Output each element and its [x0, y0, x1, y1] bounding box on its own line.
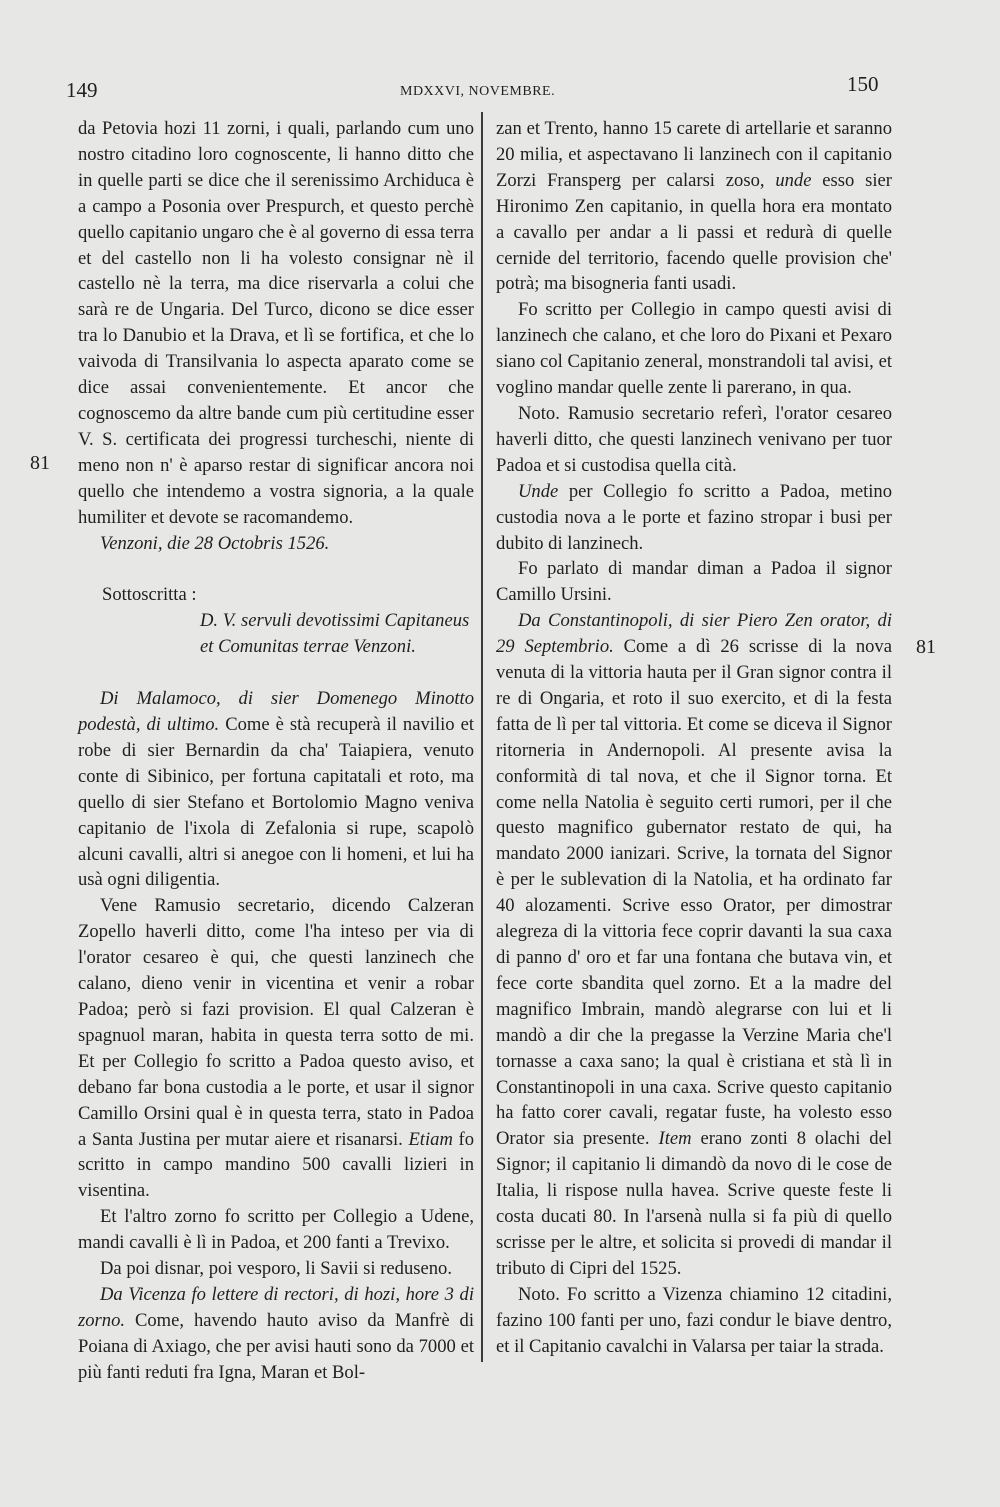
paragraph: Noto. Fo scritto a Vizenza chiamino 12 citadini, fazino 100 fanti per uno, fazi condur le biave dentro, et il Capitanio cavalchi in Valarsa per taiar la strada. — [496, 1283, 892, 1357]
italic-word: unde — [775, 169, 812, 191]
letter-heading: Da Vicenza fo lettere di rectori, di hozi, hore 3 di zorno. — [78, 1283, 474, 1331]
paragraph — [496, 116, 892, 297]
paragraph — [78, 686, 474, 893]
running-head: MDXXVI, NOVEMBRE. — [400, 84, 556, 99]
right-column — [496, 116, 892, 1360]
paragraph — [78, 1282, 474, 1386]
left-column — [78, 116, 474, 1386]
letter-heading: Di Malamoco, di sier Domenego Minotto podestà, di ultimo. — [78, 688, 474, 736]
paragraph — [496, 608, 892, 1282]
italic-word: Unde — [518, 480, 559, 502]
paragraph-text: zan et Trento, hanno 15 carete di artellarie et saranno 20 milia, et aspectavano li lanzinech con il capitanio Zorzi Fransperg per calarsi zoso, — [496, 118, 892, 191]
paragraph-text: fo scritto in campo mandino 500 cavalli lizieri in visentina. — [78, 1128, 474, 1202]
paragraph: da Petovia hozi 11 zorni, i quali, parlando cum uno nostro citadino loro cognoscente, li hanno ditto che in quelle parti se dice che il serenissimo Archiduca è a campo a Posonia over Prespurch, et questo perchè quello capitanio ungaro che è al governo di essa terra et del castello non li ha volesto consignar nè il castello nè la terra, ma dice riservarla a colui che sarà re de Ungaria. Del Turco, dicono se dice esser tra lo Danubio et la Drava, et lì se fortifica, et che lo vaivoda di Transilvania lo aspecta aparato come se dice assai convenientemente. Et ancor che cognoscemo da altre bande cum più certitudine esser V. S. certificata dei progressi turcheschi, niente di meno non n' è aparso restar di significar ancora noi quello che intendemo a vostra signoria, a la quale humiliter et devote se racomandemo. — [78, 118, 474, 528]
paragraph-text: Come a dì 26 scrisse di la nova venuta di la vittoria hauta per il Gran signor contra il re di Ongaria, et roto il suo exercito, et di la festa fatta de lì per tal vittoria. Et come se diceva il Signor ritorneria in Andernopoli. Al presente avisa la conformità di tal nova, et che il Signor torna. Et come nella Natolia è seguito certi rumori, per il che questo magnifico gubernator restato de qui, ha mandato 2000 ianizari. Scrive, la tornata del Signor è per le sublevation di la Natolia, et ha ordinato far 40 alozamenti. Scrive esso Orator, per dimostrar alegreza di la vittoria fece coprir davanti la sua caxa di panno d' oro et far una fontana che butava vin, et fece corte sbandita quel zorno. Et a la madre del magnifico Imbrain, mandò alegrarse con lui et li mandò a dir che la pregasse la Verzine Maria che'l tornasse a caxa sano; la qual è cristiana et stà lì in Constantinopoli in una caxa. Scrive questo capitanio ha fatto corer cavali, regatar fuste, ha volesto esso Orator sia presente. — [496, 636, 892, 1150]
paragraph-text: per Collegio fo scritto a Padoa, metino custodia nova a le porte et fazino stropar i busi per dubito di lanzinech. — [496, 480, 892, 554]
italic-word: Etiam — [408, 1128, 453, 1150]
margin-number-left: 81 — [30, 452, 50, 474]
paragraph: Et l'altro zorno fo scritto per Collegio a Udene, mandi cavalli è lì in Padoa, et 200 fanti a Trevixo. — [78, 1206, 474, 1254]
subscription-label: Sottoscritta : — [102, 584, 197, 606]
paragraph: Fo scritto per Collegio in campo questi avisi di lanzinech che calano, et che loro do Pixani et Pexaro siano col Capitanio zeneral, monstrandoli tal avisi, et voglino mandar quelle zente li parerano, in qua. — [496, 299, 892, 399]
paragraph-text: Vene Ramusio secretario, dicendo Calzeran Zopello haverli ditto, come l'ha inteso per via di l'orator cesareo è qui, che questi lanzinech che calano, dieno venir in vicentina et venir a robar Padoa; però si fazi provision. El qual Calzeran è spagnuol maran, habita in questa terra sotto de mi. Et per Collegio fo scritto a Padoa questo aviso, et debano far bona custodia a le porte, et usar il signor Camillo Orsini qual è in questa terra, stato in Padoa a Santa Justina per mutar aiere et risanarsi. — [78, 895, 474, 1150]
page-number-left: 149 — [66, 78, 98, 102]
paragraph-text: Come, havendo hauto aviso da Manfrè di Poiana di Axiago, che per avisi hauti sono da 7000 et più fanti reduti fra Igna, Maran et Bol- — [78, 1309, 474, 1383]
italic-word: Item — [658, 1128, 692, 1150]
paragraph-text: Come è stà recuperà il navilio et robe di sier Bernardin da cha' Taiapiera, venuto conte di Sibinico, per fortuna capitatali et roto, ma quello di sier Stefano et Bortolomio Magno veniva capitanio de l'ixola di Zefalonia si rupe, scapolò alcuni cavalli, altri si anegoe con li homeni, et lui ha usà ogni diligentia. — [78, 714, 475, 891]
paragraph — [496, 479, 892, 557]
letter-heading: Da Constantinopoli, di sier Piero Zen orator, di 29 Septembrio. — [496, 610, 892, 658]
page-number-right: 150 — [847, 72, 879, 96]
paragraph-text: esso sier Hironimo Zen capitanio, in quella hora era montato a cavallo per andar a li passi et redurà di quelle cernide del territorio, facendo quelle provision che' potrà; ma bisogneria fanti usadi. — [496, 169, 892, 295]
paragraph-text: erano zonti 8 olachi del Signor; il capitanio li dimandò da novo di le cose de Italia, li rispose nulla havea. Scrive queste feste li costa ducati 80. In l'arsenà nulla si fa più di quello scrisse per le altre, et solicita si provedi di mandar il tributo di Cipri del 1525. — [496, 1128, 892, 1279]
paragraph: Noto. Ramusio secretario referì, l'orator cesareo haverli ditto, che questi lanzinech venivano per tuor Padoa et si custodisa quella cità. — [496, 402, 892, 476]
signature: D. V. servuli devotissimi Capitaneus et Comunitas terrae Venzoni. — [200, 610, 470, 658]
paragraph: Fo parlato di mandar diman a Padoa il signor Camillo Ursini. — [496, 558, 892, 606]
paragraph — [78, 893, 474, 1204]
margin-number-right: 81 — [916, 636, 936, 658]
column-divider — [481, 112, 483, 1362]
dateline: Venzoni, die 28 Octobris 1526. — [100, 532, 330, 554]
paragraph: Da poi disnar, poi vesporo, li Savii si reduseno. — [100, 1258, 452, 1280]
